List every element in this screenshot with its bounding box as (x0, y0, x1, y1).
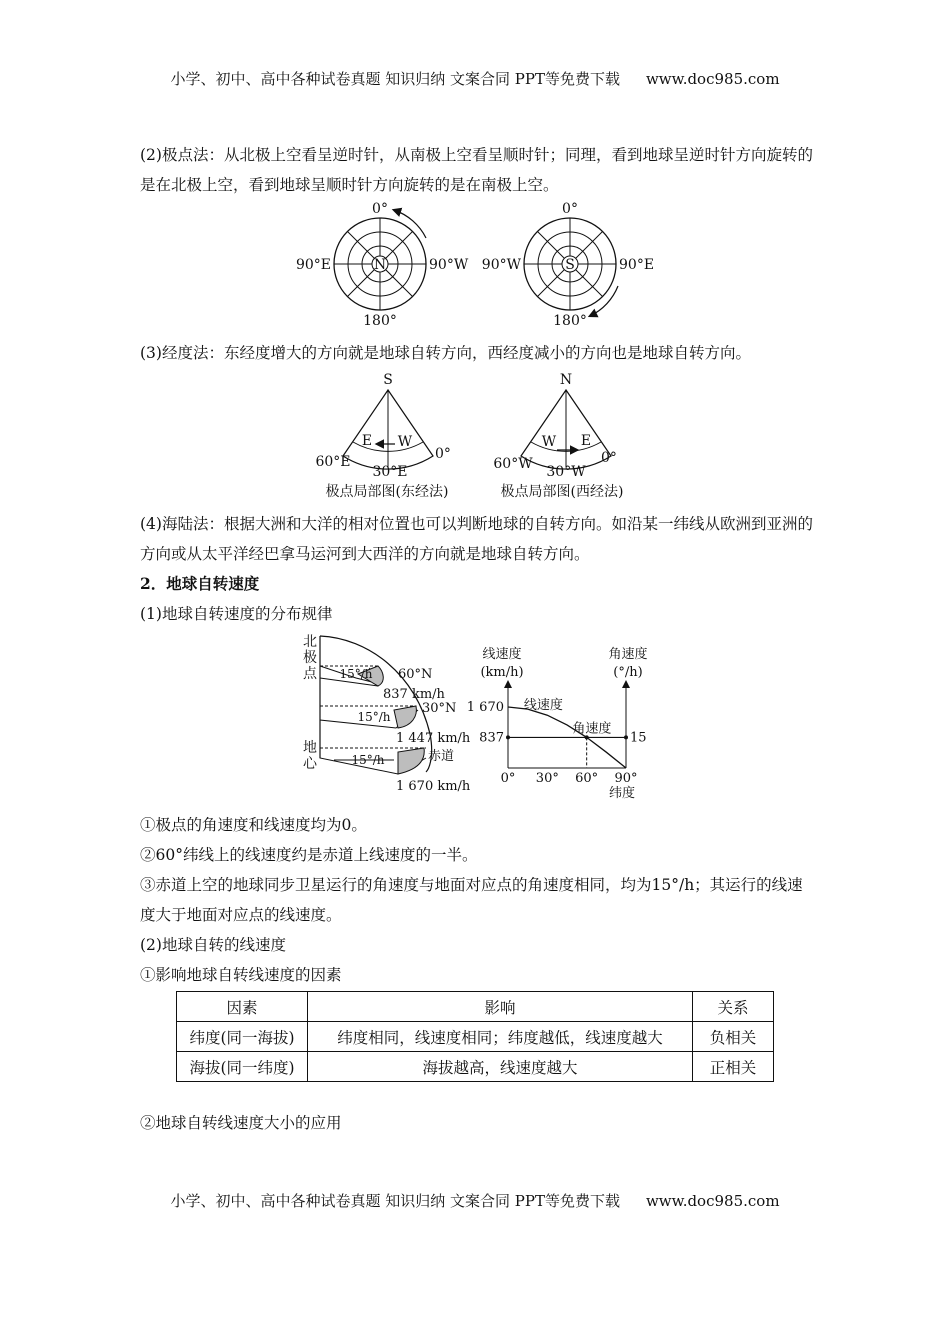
east-left-label: 60°E (315, 454, 351, 470)
north-top-label: 0° (372, 201, 388, 217)
left-axis-title-2: (km/h) (480, 665, 524, 680)
table-header-cell: 关系 (693, 992, 774, 1022)
table-cell: 正相关 (693, 1052, 774, 1082)
west-right-label: 0° (601, 450, 617, 466)
left-tick-1670: 1 670 (466, 700, 504, 716)
speed-30-label: 1 447 km/h (396, 731, 471, 746)
angular-speed-60: 15°/h (339, 667, 373, 681)
east-inner-right: W (397, 434, 413, 450)
east-right-label: 0° (435, 446, 451, 462)
west-inner-left: W (541, 434, 557, 450)
pole-label-2: 极 (303, 650, 317, 666)
speed-60-label: 837 km/h (383, 687, 445, 702)
speed-equator-label: 1 670 km/h (396, 779, 471, 794)
left-tick-837: 837 (479, 730, 504, 746)
x-tick-label: 0° (500, 771, 516, 786)
east-inner-left: E (361, 433, 373, 449)
center-label-1: 地 (303, 740, 317, 756)
equator-label: 赤道 (428, 749, 455, 764)
table-row (177, 1052, 774, 1082)
table-cell: 海拔(同一纬度) (177, 1052, 308, 1082)
fact-3: ③赤道上空的地球同步卫星运行的角速度与地面对应点的角速度相同，均为15°/h；其运行的线速度大于地面对应点的线速度。 (140, 876, 803, 924)
table-header-cell: 因素 (177, 992, 308, 1022)
pole-method-paragraph: (2)极点法：从北极上空看呈逆时针，从南极上空看呈顺时针；同理，看到地球呈逆时针方向旋转的是在北极上空，看到地球呈顺时针方向旋转的是在南极上空。 (140, 146, 813, 194)
west-caption: 极点局部图(西经法) (500, 484, 624, 500)
x-tick-label: 30° (535, 771, 559, 786)
subheading-distribution: (1)地球自转速度的分布规律 (140, 605, 333, 623)
right-axis-title-2: (°/h) (613, 665, 643, 680)
header-text: 小学、初中、高中各种试卷真题 知识归纳 文案合同 PPT等免费下载 (170, 70, 620, 88)
subheading-factors: ①影响地球自转线速度的因素 (140, 966, 342, 984)
south-center-label: S (565, 257, 575, 273)
footer-url[interactable]: www.doc985.com (645, 1192, 780, 1210)
header-url[interactable]: www.doc985.com (645, 70, 780, 88)
linear-speed-series-label: 线速度 (523, 698, 563, 714)
fact-1: ①极点的角速度和线速度均为0。 (140, 816, 367, 834)
section-heading-speed: 2．地球自转速度 (140, 574, 260, 593)
table-cell: 负相关 (693, 1022, 774, 1052)
angular-speed-30: 15°/h (357, 710, 391, 724)
center-label-2: 心 (303, 756, 317, 772)
table-row (177, 1022, 774, 1052)
factors-table (176, 991, 774, 1082)
east-caption: 极点局部图(东经法) (325, 484, 449, 500)
subheading-application: ②地球自转线速度大小的应用 (140, 1114, 342, 1132)
west-left-label: 60°W (493, 456, 533, 472)
sea-land-method-paragraph: (4)海陆法：根据大洲和大洋的相对位置也可以判断地球的自转方向。如沿某一纬线从欧洲到亚洲的方向或从太平洋经巴拿马运河到大西洋的方向就是地球自转方向。 (140, 515, 813, 563)
south-pole-diagram (482, 201, 654, 329)
east-mid-label: 30°E (372, 464, 408, 480)
pole-label-3: 点 (303, 666, 317, 682)
latitude-60-label: 60°N (398, 667, 433, 682)
south-bottom-label: 180° (553, 313, 587, 329)
angular-speed-0: 15°/h (351, 753, 385, 767)
left-axis-title-1: 线速度 (482, 647, 522, 662)
fact-2: ②60°纬线上的线速度约是赤道上线速度的一半。 (140, 846, 478, 864)
rotation-speed-section-figure (298, 630, 471, 794)
west-mid-label: 30°W (546, 464, 586, 480)
west-apex-label: N (559, 372, 573, 388)
latitude-30-label: 30°N (422, 701, 457, 716)
subheading-linear-speed: (2)地球自转的线速度 (140, 936, 286, 954)
west-inner-right: E (580, 433, 592, 449)
west-longitude-sector (493, 372, 623, 500)
polar-view-figure (290, 198, 670, 330)
east-longitude-sector (315, 372, 450, 500)
page-footer (0, 1190, 950, 1211)
north-right-label: 90°W (429, 257, 469, 273)
north-left-label: 90°E (295, 257, 331, 273)
table-cell: 海拔越高，线速度越大 (308, 1052, 693, 1082)
south-right-label: 90°E (619, 257, 655, 273)
table-cell: 纬度相同，线速度相同；纬度越低，线速度越大 (308, 1022, 693, 1052)
table-header-cell: 影响 (308, 992, 693, 1022)
x-axis-title: 纬度 (608, 786, 636, 801)
footer-text: 小学、初中、高中各种试卷真题 知识归纳 文案合同 PPT等免费下载 (170, 1192, 620, 1210)
point-837 (506, 735, 510, 739)
table-cell: 纬度(同一海拔) (177, 1022, 308, 1052)
right-axis-title-1: 角速度 (608, 647, 648, 662)
pole-label-1: 北 (303, 634, 317, 650)
north-pole-diagram (296, 201, 469, 329)
x-tick-label: 90° (614, 771, 638, 786)
table-header-row (177, 992, 774, 1022)
east-apex-label: S (383, 372, 393, 388)
right-tick-15: 15 (630, 730, 647, 746)
north-bottom-label: 180° (363, 313, 397, 329)
south-top-label: 0° (562, 201, 578, 217)
south-left-label: 90°W (481, 257, 521, 273)
clockwise-arrow-icon (590, 286, 618, 316)
polar-sector-figure (305, 370, 645, 502)
point-15 (624, 735, 628, 739)
north-center-label: N (373, 257, 387, 273)
x-tick-label: 60° (575, 771, 599, 786)
angular-speed-series-label: 角速度 (572, 721, 612, 737)
longitude-method-paragraph: (3)经度法：东经度增大的方向就是地球自转方向，西经度减小的方向也是地球自转方向。 (140, 344, 751, 362)
page-header (0, 68, 950, 89)
speed-latitude-chart (466, 640, 664, 801)
